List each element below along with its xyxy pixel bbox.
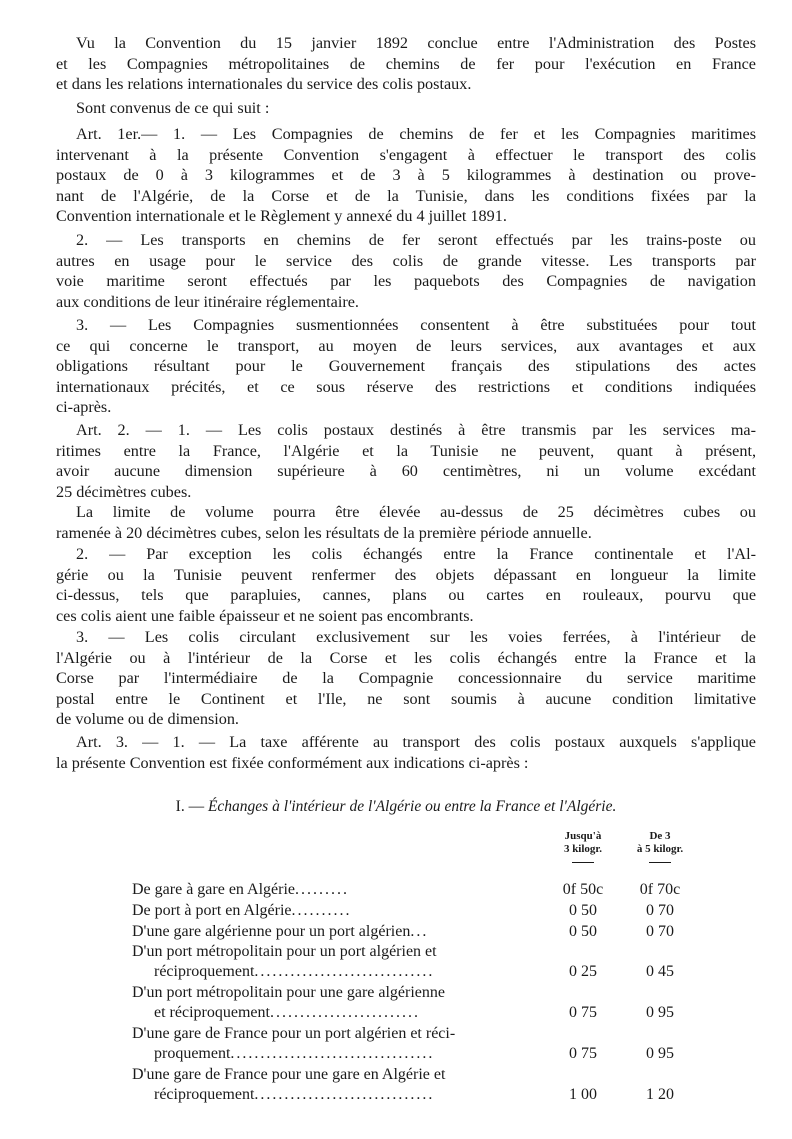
text-line: voie maritime seront effectués par les paquebots des Compagnies de navigation [56,272,756,291]
text-line: ramenée à 20 décimètres cubes, selon les résultats de la première période annuelle. [56,523,592,542]
text-line: la présente Convention est fixée conformément aux indications ci-après : [56,753,529,772]
rate-3-to-5kg: 0f 70c [639,881,681,898]
rate-label-continued: réciproquement [154,963,255,980]
leader-dots: .............................. [254,963,435,980]
rate-label: D'une gare de France pour un port algérien et réci- [132,1025,456,1042]
rate-up-to-3kg: 0 75 [569,1045,597,1062]
rate-up-to-3kg: 0 25 [569,963,597,980]
leader-dots: .................................. [230,1045,435,1062]
text-line: ci-après. [56,398,112,417]
text-line: et les Compagnies métropolitaines de chemins de fer pour l'exécution en France [56,54,756,73]
text-line: internationaux précités, et ce sous réserve des restrictions et conditions indiquées [56,377,756,396]
text-line: ces colis aient une faible épaisseur et ne soient pas encombrants. [56,606,474,625]
rate-label: D'un port métropolitain pour une gare algérienne [132,984,445,1001]
column-heading-3-to-5kg: De 3 à 5 kilogr. [625,830,695,863]
text-line: postaux de 0 à 3 kilogrammes et de 3 à 5 kilogrammes à destination ou prove- [56,166,756,185]
leader-dots: ... [410,923,429,940]
text-line: Art. 1er.— 1. — Les Compagnies de chemins de fer et les Compagnies maritimes [76,125,756,143]
convened-line [56,98,756,119]
text-line: 25 décimètres cubes. [56,482,192,501]
article-2-paragraph-2 [56,544,756,626]
rate-3-to-5kg: 0 45 [646,963,674,980]
text-line: Corse par l'intermédiaire de la Compagnie concessionnaire du service maritime [56,669,756,688]
article-2-paragraph-1b [56,502,756,543]
text-line: 3. — Les colis circulant exclusivement sur les voies ferrées, à l'intérieur de [76,628,756,646]
text-line: Convention internationale et le Règlement y annexé du 4 juillet 1891. [56,207,507,226]
text-line: ce qui concerne le transport, au moyen de leurs services, aux avantages et aux [56,336,756,355]
section-title: Échanges à l'intérieur de l'Algérie ou entre la France et l'Algérie. [207,798,617,815]
intro-paragraph [56,33,756,95]
text-line: postal entre le Continent et l'Ile, ne sont soumis à aucune condition limitative [56,689,756,708]
rate-label: De port à port en Algérie [132,902,292,919]
rate-up-to-3kg: 0 75 [569,1004,597,1021]
rate-label: D'une gare de France pour une gare en Algérie et [132,1066,446,1083]
text-line: 2. — Les transports en chemins de fer seront effectués par les trains-poste ou [76,231,756,249]
column-rule [572,862,594,863]
text-line: obligations résultant pour le Gouvernement français des stipulations des actes [56,357,756,376]
text-line: La limite de volume pourra être élevée au-dessus de 25 décimètres cubes ou [76,503,756,521]
section-number: I. — [175,798,205,815]
rate-3-to-5kg: 1 20 [646,1086,674,1103]
rate-label-continued: réciproquement [154,1086,255,1103]
leader-dots: .......... [291,902,352,919]
leader-dots: ......................... [269,1004,420,1021]
text-line: ritimes entre la France, l'Algérie et la Tunisie ne peuvent, quant à présent, [56,441,756,460]
rate-label: D'une gare algérienne pour un port algérien [132,923,411,940]
text-line: intervenant à la présente Convention s'engagent à effectuer le transport des colis [56,145,756,164]
leader-dots: .............................. [254,1086,435,1103]
rate-3-to-5kg: 0 70 [646,902,674,919]
text-line: gérie ou la Tunisie peuvent renfermer des objets dépassant en longueur la limite [56,565,756,584]
rate-label-continued: et réciproquement [154,1004,270,1021]
text-line: Sont convenus de ce qui suit : [76,99,270,117]
text-line: Art. 3. — 1. — La taxe afférente au transport des colis postaux auxquels s'applique [76,733,756,751]
text-line: autres en usage pour le service des colis de grande vitesse. Les transports par [56,251,756,270]
rate-3-to-5kg: 0 95 [646,1004,674,1021]
rate-up-to-3kg: 0f 50c [562,881,604,898]
leader-dots: ......... [295,881,350,898]
text-line: l'Algérie ou à l'intérieur de la Corse et les colis échangés entre la France et la [56,648,756,667]
column-rule [649,862,671,863]
text-line: et dans les relations internationales du service des colis postaux. [56,75,472,94]
article-3-paragraph-1 [56,732,756,773]
text-line: Vu la Convention du 15 janvier 1892 conclue entre l'Administration des Postes [76,34,756,52]
section-heading [0,798,792,816]
rate-3-to-5kg: 0 95 [646,1045,674,1062]
rate-up-to-3kg: 0 50 [569,902,597,919]
text-line: avoir aucune dimension supérieure à 60 centimètres, ni un volume excédant [56,462,756,481]
rate-label: D'un port métropolitain pour un port algérien et [132,943,437,960]
rate-label-continued: proquement [154,1045,231,1062]
article-1-paragraph-3 [56,315,756,418]
rate-3-to-5kg: 0 70 [646,923,674,940]
article-1-paragraph-2 [56,230,756,312]
article-2-paragraph-3 [56,627,756,730]
article-2-paragraph-1 [56,420,756,502]
text-line: 3. — Les Compagnies susmentionnées consentent à être substituées pour tout [76,316,756,334]
rate-up-to-3kg: 0 50 [569,923,597,940]
article-1-paragraph-1 [56,124,756,227]
text-line: ci-dessus, tels que parapluies, cannes, plans ou cartes en rouleaux, pourvu que [56,586,756,605]
rate-up-to-3kg: 1 00 [569,1086,597,1103]
rate-label: De gare à gare en Algérie [132,881,296,898]
text-line: 2. — Par exception les colis échangés entre la France continentale et l'Al- [76,545,756,563]
text-line: aux conditions de leur itinéraire réglementaire. [56,292,359,311]
text-line: Art. 2. — 1. — Les colis postaux destinés à être transmis par les services ma- [76,421,756,439]
text-line: nant de l'Algérie, de la Corse et de la Tunisie, dans les conditions fixées par la [56,186,756,205]
column-heading-up-to-3kg: Jusqu'à 3 kilogr. [548,830,618,863]
text-line: de volume ou de dimension. [56,710,239,729]
